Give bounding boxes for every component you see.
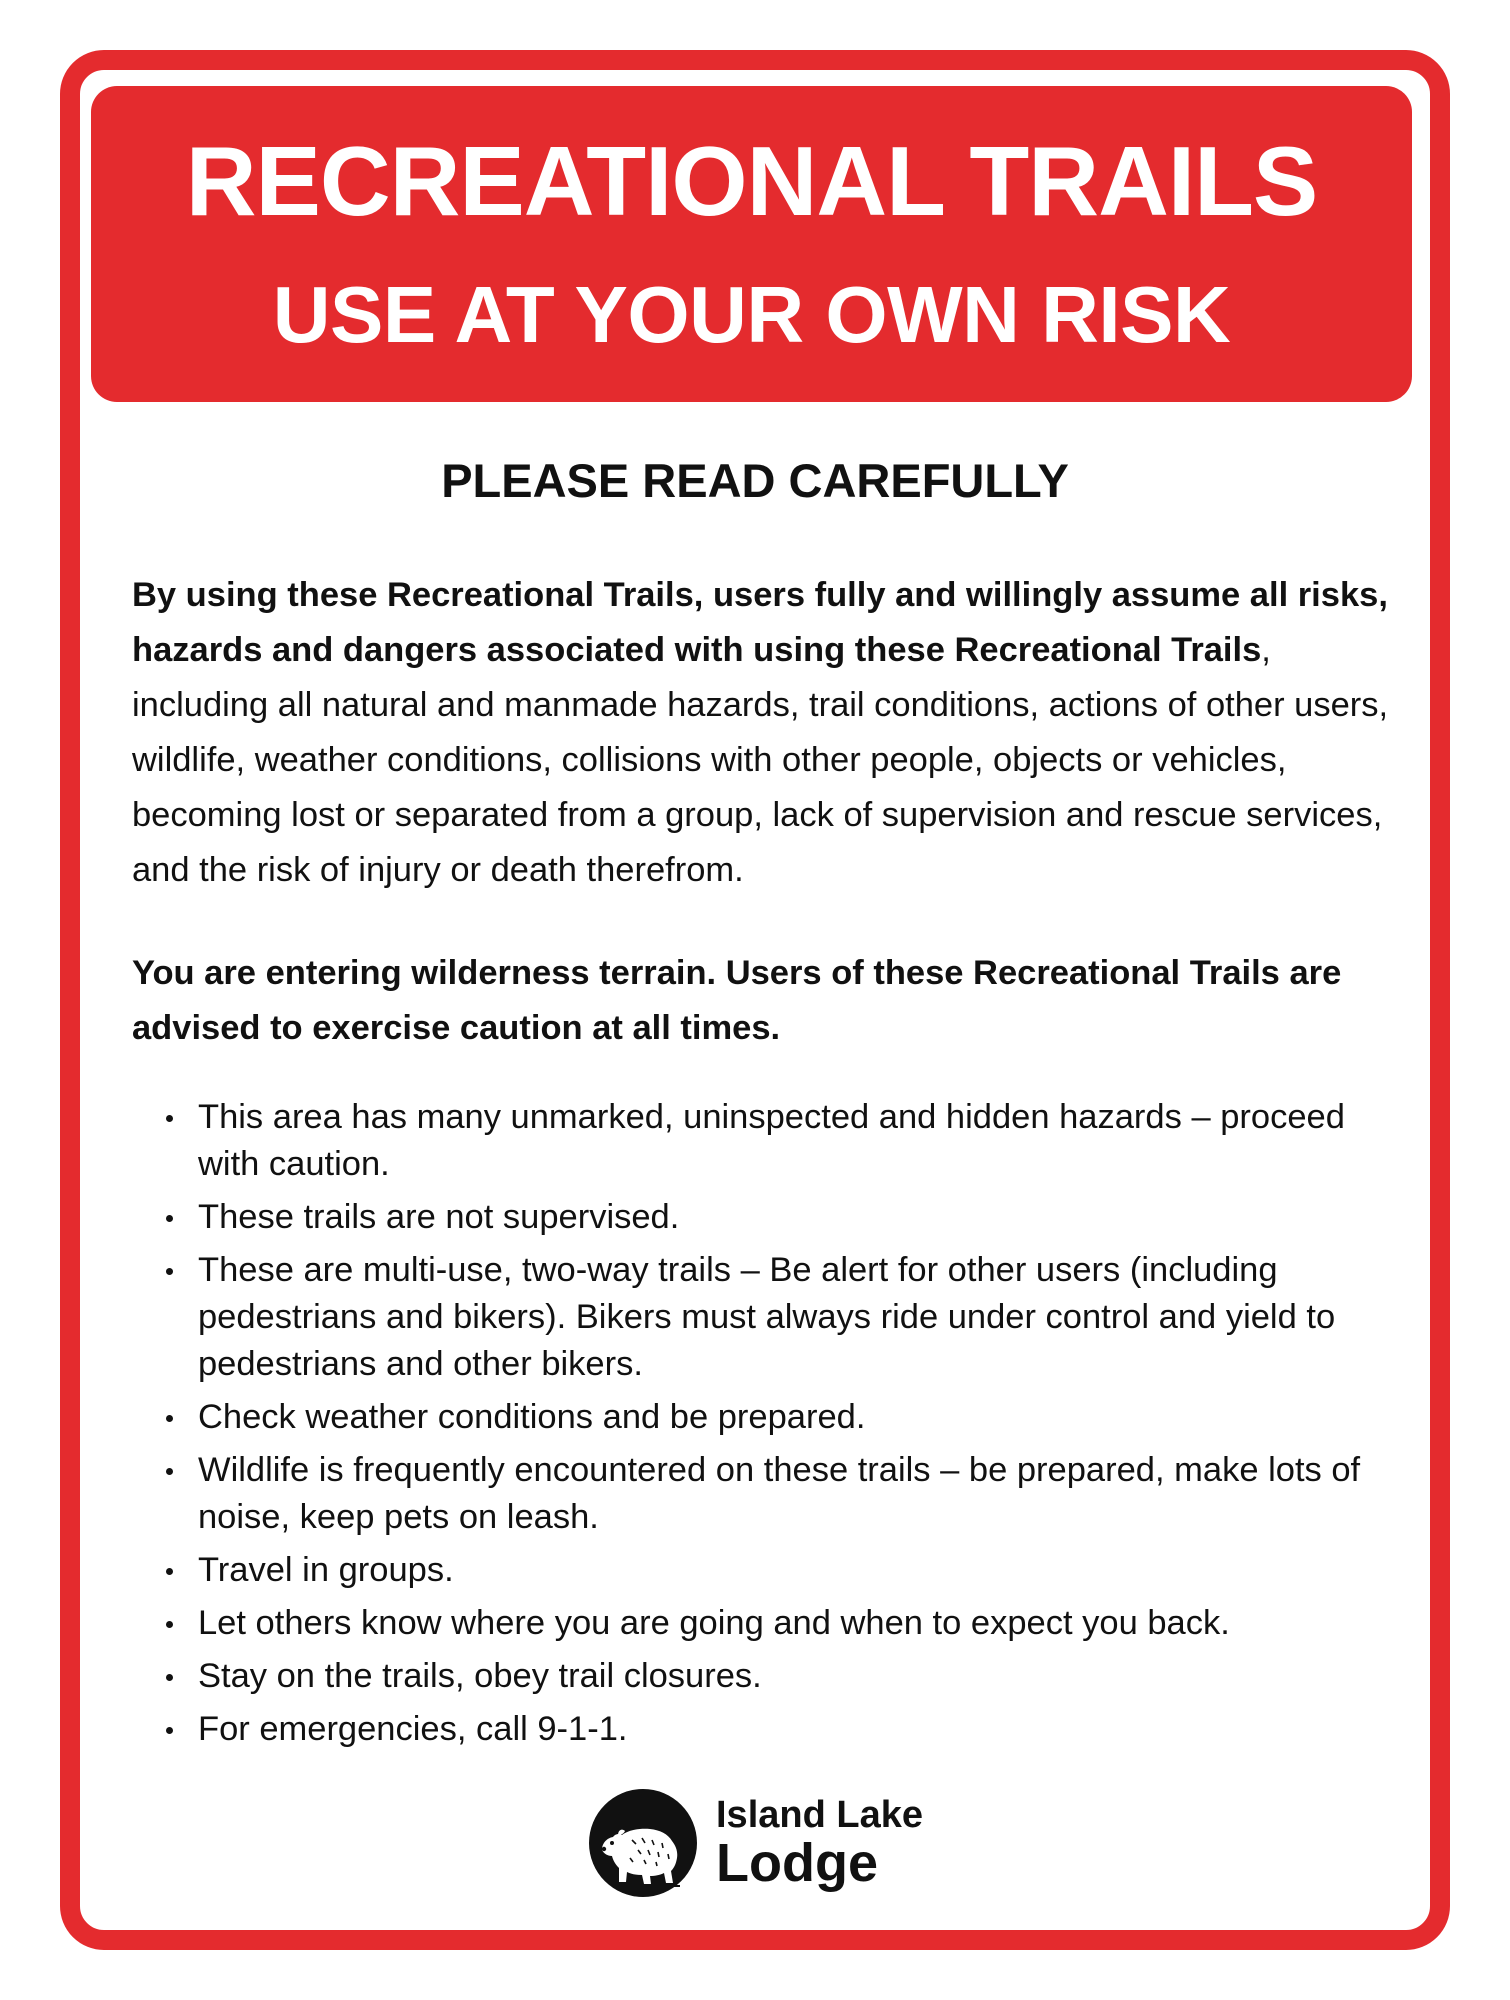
bullet-dot-icon bbox=[166, 1215, 173, 1222]
intro-bold-text: By using these Recreational Trails, users fully and willingly assume all risks, hazards and dangers associated with using these Recreational Trails bbox=[132, 576, 1388, 669]
bullet-dot-icon bbox=[166, 1268, 173, 1275]
bullet-dot-icon bbox=[166, 1621, 173, 1628]
list-item-text: Travel in groups. bbox=[198, 1551, 454, 1589]
list-item bbox=[132, 1600, 1392, 1647]
logo-text-line1: Island Lake bbox=[716, 1794, 923, 1836]
list-item-text: Stay on the trails, obey trail closures. bbox=[198, 1657, 762, 1695]
bullet-dot-icon bbox=[166, 1727, 173, 1734]
list-item bbox=[132, 1394, 1392, 1441]
bullet-dot-icon bbox=[166, 1468, 173, 1475]
list-item-text: These trails are not supervised. bbox=[198, 1198, 680, 1236]
warning-paragraph: You are entering wilderness terrain. Users of these Recreational Trails are advised to exercise caution at all times. bbox=[132, 954, 1342, 1047]
bullet-dot-icon bbox=[166, 1568, 173, 1575]
list-item bbox=[132, 1653, 1392, 1700]
section-heading: PLEASE READ CAREFULLY bbox=[441, 454, 1069, 507]
safety-rules-list bbox=[132, 1094, 1392, 1753]
notice-content bbox=[132, 568, 1392, 1759]
intro-regular-text: , including all natural and manmade hazards, trail conditions, actions of other users, wildlife, weather conditions, collisions with other people, objects or vehicles, becoming lost or separated from a group, lack of supervision and rescue services, and the risk of injury or death therefrom. bbox=[132, 631, 1389, 889]
list-item bbox=[132, 1247, 1392, 1388]
header-subtitle: USE AT YOUR OWN RISK bbox=[272, 270, 1231, 359]
bear-icon bbox=[588, 1788, 698, 1898]
list-item bbox=[132, 1194, 1392, 1241]
list-item bbox=[132, 1447, 1392, 1541]
bullet-dot-icon bbox=[166, 1415, 173, 1422]
bullet-dot-icon bbox=[166, 1674, 173, 1681]
header-banner bbox=[91, 86, 1412, 402]
logo-text-line2: Lodge bbox=[716, 1833, 878, 1893]
header-title: RECREATIONAL TRAILS bbox=[185, 126, 1318, 236]
list-item bbox=[132, 1706, 1392, 1753]
list-item-text: Let others know where you are going and when to expect you back. bbox=[198, 1604, 1230, 1642]
bullet-dot-icon bbox=[166, 1115, 173, 1122]
list-item-text: Check weather conditions and be prepared. bbox=[198, 1398, 866, 1436]
list-item-text: For emergencies, call 9-1-1. bbox=[198, 1710, 628, 1748]
list-item-text: This area has many unmarked, uninspected and hidden hazards – proceed with caution. bbox=[198, 1098, 1345, 1183]
list-item bbox=[132, 1094, 1392, 1188]
list-item bbox=[132, 1547, 1392, 1594]
list-item-text: Wildlife is frequently encountered on these trails – be prepared, make lots of noise, keep pets on leash. bbox=[198, 1451, 1361, 1536]
island-lake-lodge-logo bbox=[588, 1788, 928, 1898]
intro-paragraph bbox=[132, 568, 1392, 898]
list-item-text: These are multi-use, two-way trails – Be alert for other users (including pedestrians and bikers). Bikers must always ride under control and yield to pedestrians and other bikers. bbox=[198, 1251, 1336, 1383]
